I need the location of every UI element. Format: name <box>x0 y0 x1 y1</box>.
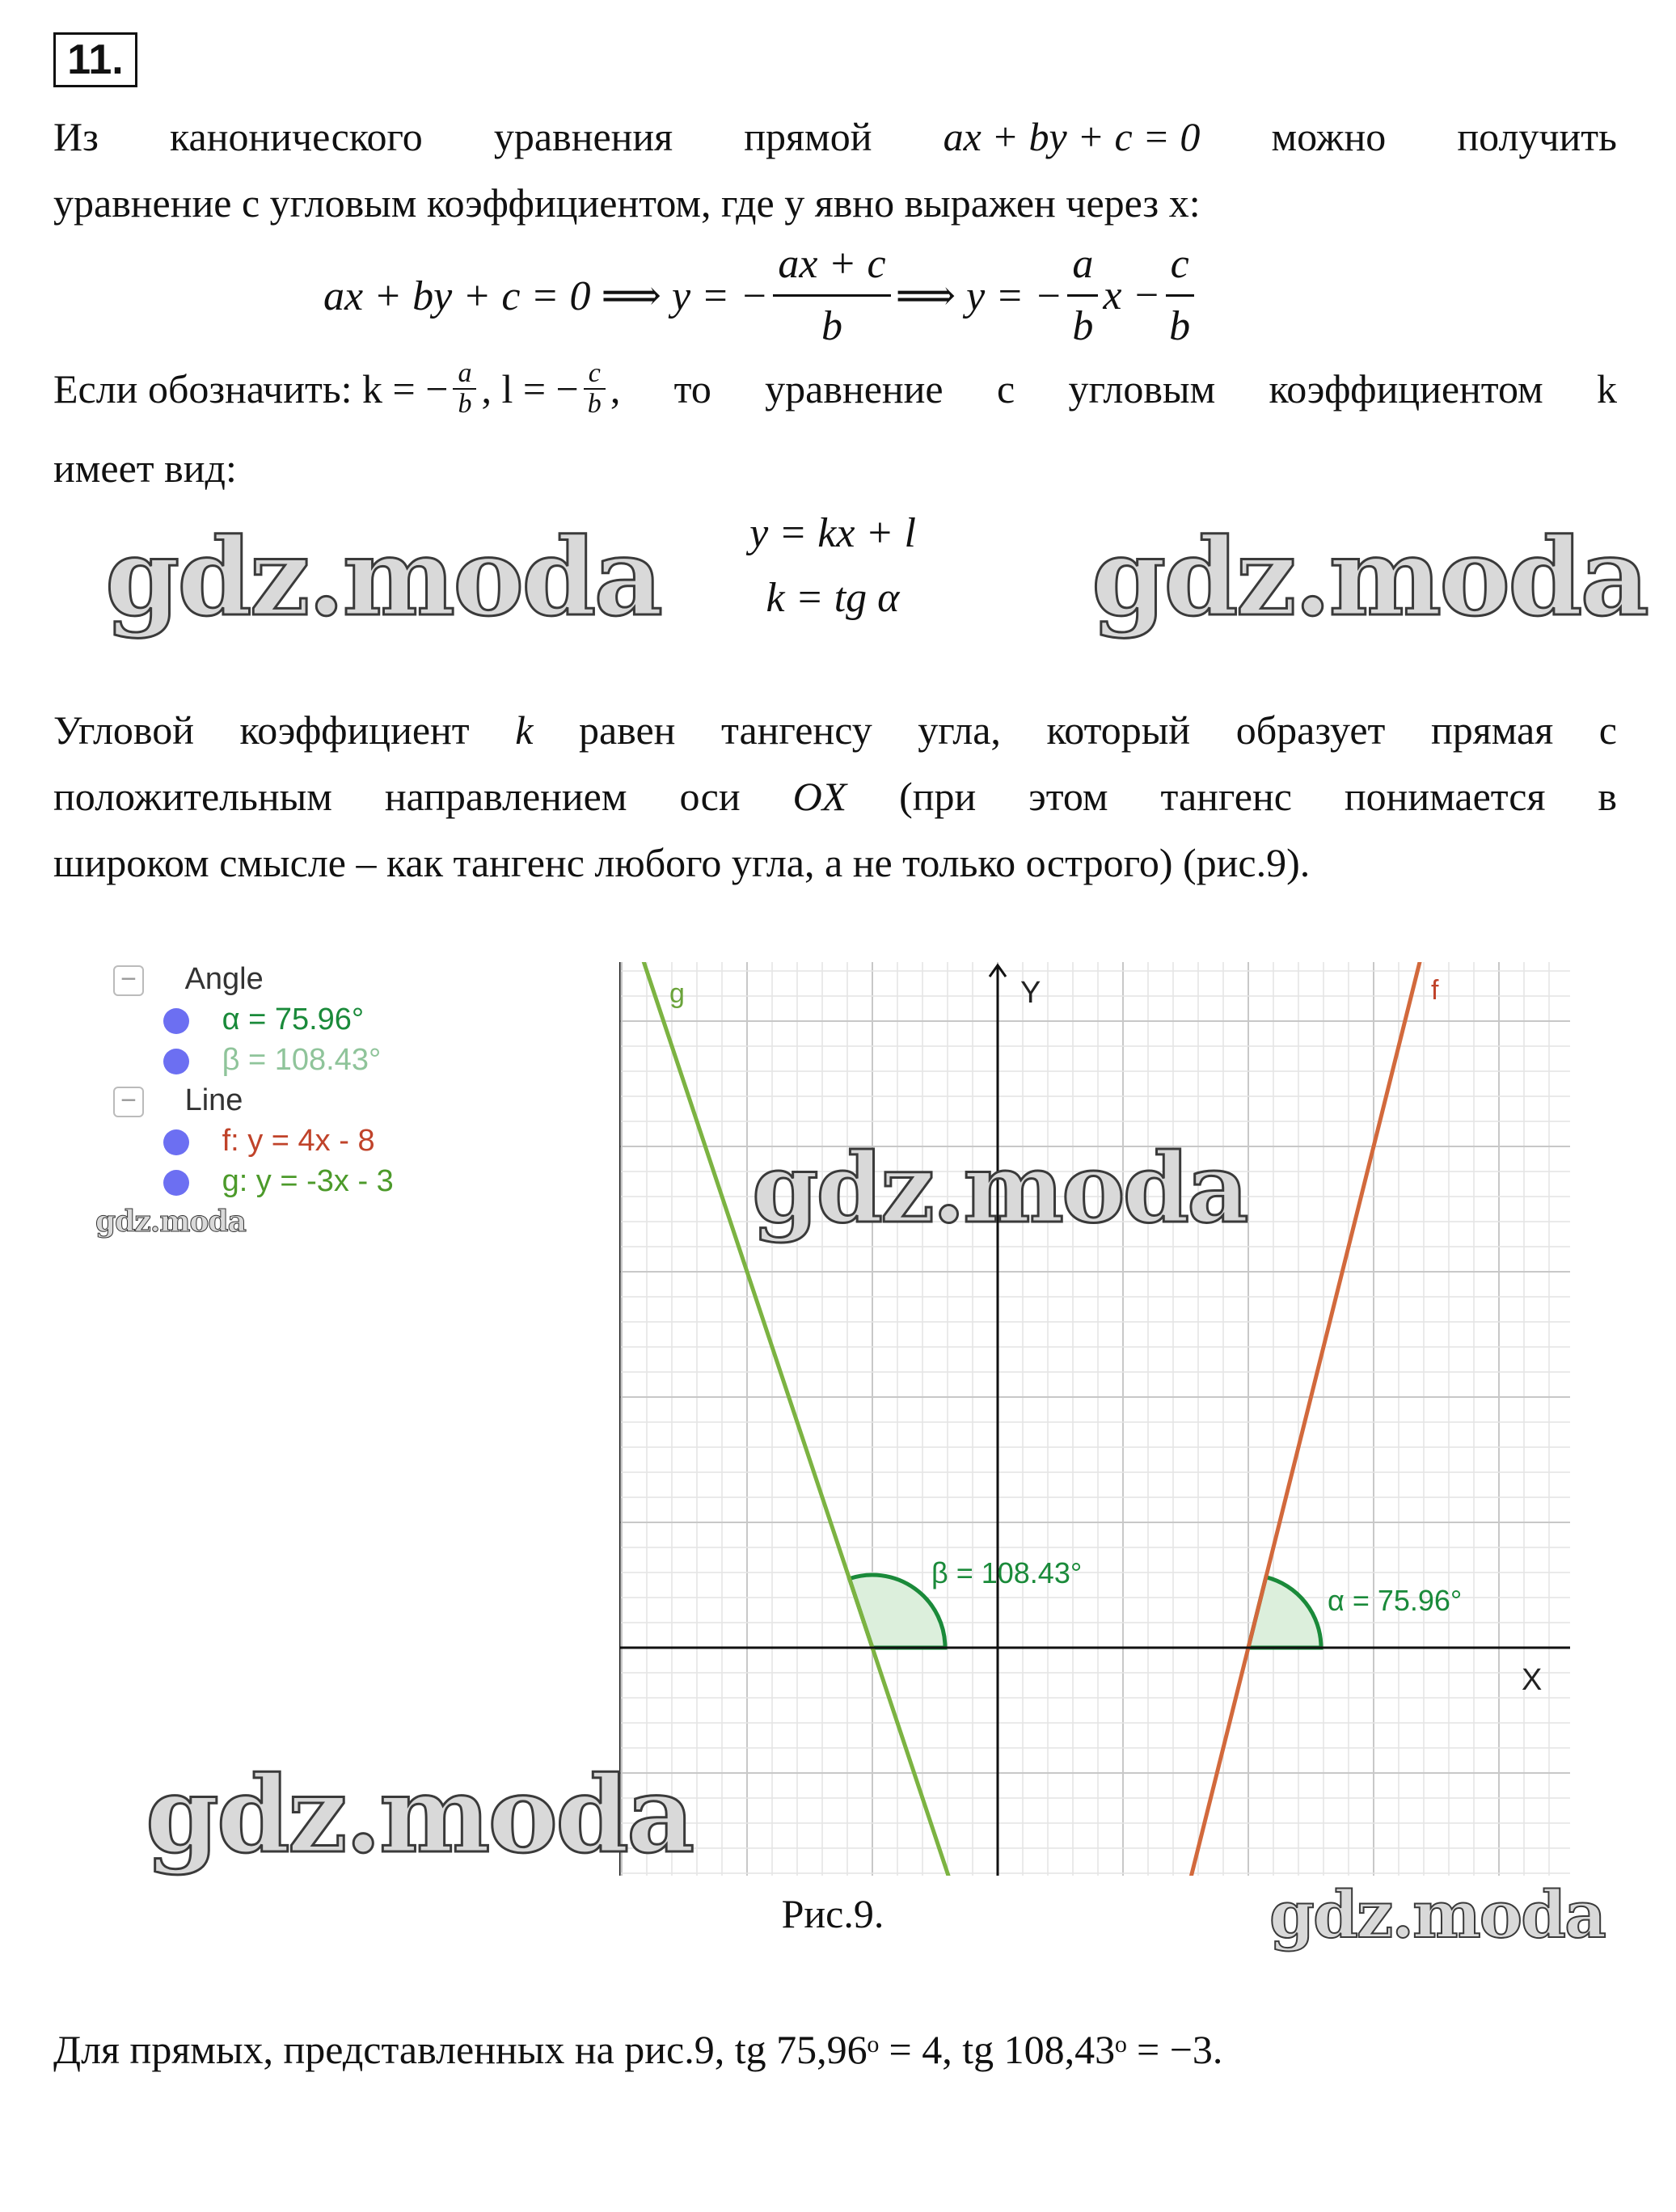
denominator: b <box>821 303 842 349</box>
watermark: gdz.moda <box>1091 515 1648 640</box>
visibility-dot-icon[interactable] <box>163 1008 189 1034</box>
line-f-label: f <box>1431 975 1439 1006</box>
word: в <box>1598 774 1617 819</box>
p2-end: , то уравнение с угловым коэффициентом k <box>610 366 1617 412</box>
paragraph-1-line-2: уравнение с угловым коэффициентом, где y явно выражен через x: <box>53 180 1201 226</box>
visibility-dot-icon[interactable] <box>163 1049 189 1074</box>
paragraph-2-line-1 <box>53 356 1617 422</box>
beta-row[interactable] <box>163 1043 381 1078</box>
word: Угловой <box>53 707 194 753</box>
visibility-dot-icon[interactable] <box>163 1170 189 1196</box>
word: понимается <box>1344 774 1546 819</box>
equation-k-tangent: k = tg α <box>766 575 900 621</box>
numerator: ax + c <box>773 234 890 297</box>
beta-value: β = 108.43° <box>222 1043 382 1077</box>
word: прямой <box>744 114 872 159</box>
fraction-l <box>584 359 606 419</box>
line-f-row[interactable] <box>163 1124 375 1159</box>
watermark: gdz.moda <box>105 515 661 640</box>
figure-caption: Рис.9. <box>781 1891 884 1936</box>
final-statement: Для прямых, представленных на рис.9, tg 75,96ᵒ = 4, tg 108,43ᵒ = −3. <box>53 2027 1223 2072</box>
fraction-a-over-b <box>1067 234 1098 357</box>
eq1-x: x − <box>1103 272 1161 319</box>
p2-sep: , l = − <box>481 366 579 412</box>
fraction-ax-plus-c-over-b <box>773 234 890 357</box>
paragraph-3-line-3: широком смысле – как тангенс любого угла, а не только острого) (рис.9). <box>53 840 1311 885</box>
p2-start: Если обозначить: k = − <box>53 366 449 412</box>
denominator: b <box>1072 303 1094 349</box>
word: (при <box>899 774 977 819</box>
watermark: gdz.moda <box>146 1753 693 1876</box>
word: тангенсу <box>720 707 872 753</box>
paragraph-3-line-2 <box>53 763 1617 830</box>
eq1-lhs: ax + by + c = 0 ⟹ y = − <box>323 272 769 319</box>
denominator: b <box>1169 303 1191 349</box>
word: тангенс <box>1160 774 1292 819</box>
word: этом <box>1028 774 1108 819</box>
alpha-angle-label: α = 75.96° <box>1328 1584 1463 1617</box>
graphics-background <box>619 962 1570 1876</box>
line-g-equation: g: y = -3x - 3 <box>222 1164 394 1198</box>
word: который <box>1046 707 1191 753</box>
word: можно <box>1271 114 1387 159</box>
word: угла, <box>918 707 1001 753</box>
alpha-row[interactable] <box>163 1003 364 1037</box>
paragraph-3-line-1 <box>53 697 1617 763</box>
fraction-c-over-b <box>1166 234 1194 357</box>
word: канонического <box>169 114 423 159</box>
x-axis-label: X <box>1522 1663 1543 1697</box>
line-g-row[interactable] <box>163 1164 394 1199</box>
word: Из <box>53 114 99 159</box>
line-group-label: Line <box>184 1083 243 1117</box>
visibility-dot-icon[interactable] <box>163 1129 189 1155</box>
angle-group-row[interactable] <box>113 962 264 997</box>
watermark: gdz.moda <box>95 1205 246 1239</box>
paragraph-1-line-1 <box>53 103 1617 170</box>
word: положительным <box>53 774 332 819</box>
line-group-row[interactable] <box>113 1083 243 1118</box>
paragraph-2-line-2: имеет вид: <box>53 445 237 491</box>
word: k <box>515 707 534 753</box>
word: коэффициент <box>239 707 470 753</box>
word: OX <box>792 774 847 819</box>
watermark: gdz.moda <box>1269 1876 1605 1952</box>
numerator: a <box>1067 234 1098 297</box>
collapse-icon[interactable]: − <box>113 965 144 996</box>
denominator: b <box>587 389 602 419</box>
numerator: a <box>453 359 476 390</box>
angle-group-label: Angle <box>184 962 264 996</box>
y-axis-label: Y <box>1020 976 1041 1010</box>
equation-slope-form <box>323 234 1374 357</box>
fraction-k <box>453 359 476 419</box>
word: оси <box>679 774 741 819</box>
canonical-equation: ax + by + c = 0 <box>943 114 1201 159</box>
word: прямая <box>1430 707 1554 753</box>
collapse-icon[interactable]: − <box>113 1087 144 1117</box>
word: равен <box>578 707 676 753</box>
word: уравнения <box>493 114 673 159</box>
numerator: c <box>584 359 606 390</box>
numerator: c <box>1166 234 1194 297</box>
word: образует <box>1235 707 1386 753</box>
line-f-equation: f: y = 4x - 8 <box>222 1124 375 1158</box>
line-g-label: g <box>669 978 685 1009</box>
watermark: gdz.moda <box>752 1132 1247 1244</box>
beta-angle-label: β = 108.43° <box>931 1556 1083 1589</box>
word: получить <box>1457 114 1617 159</box>
word: с <box>1598 707 1617 753</box>
equation-slope-intercept: y = kx + l <box>749 510 916 556</box>
alpha-value: α = 75.96° <box>222 1003 365 1036</box>
task-number: 11. <box>53 32 137 87</box>
eq1-mid: ⟹ y = − <box>895 272 1063 319</box>
denominator: b <box>458 389 472 419</box>
graphics-view <box>619 962 1570 1876</box>
word: направлением <box>384 774 627 819</box>
